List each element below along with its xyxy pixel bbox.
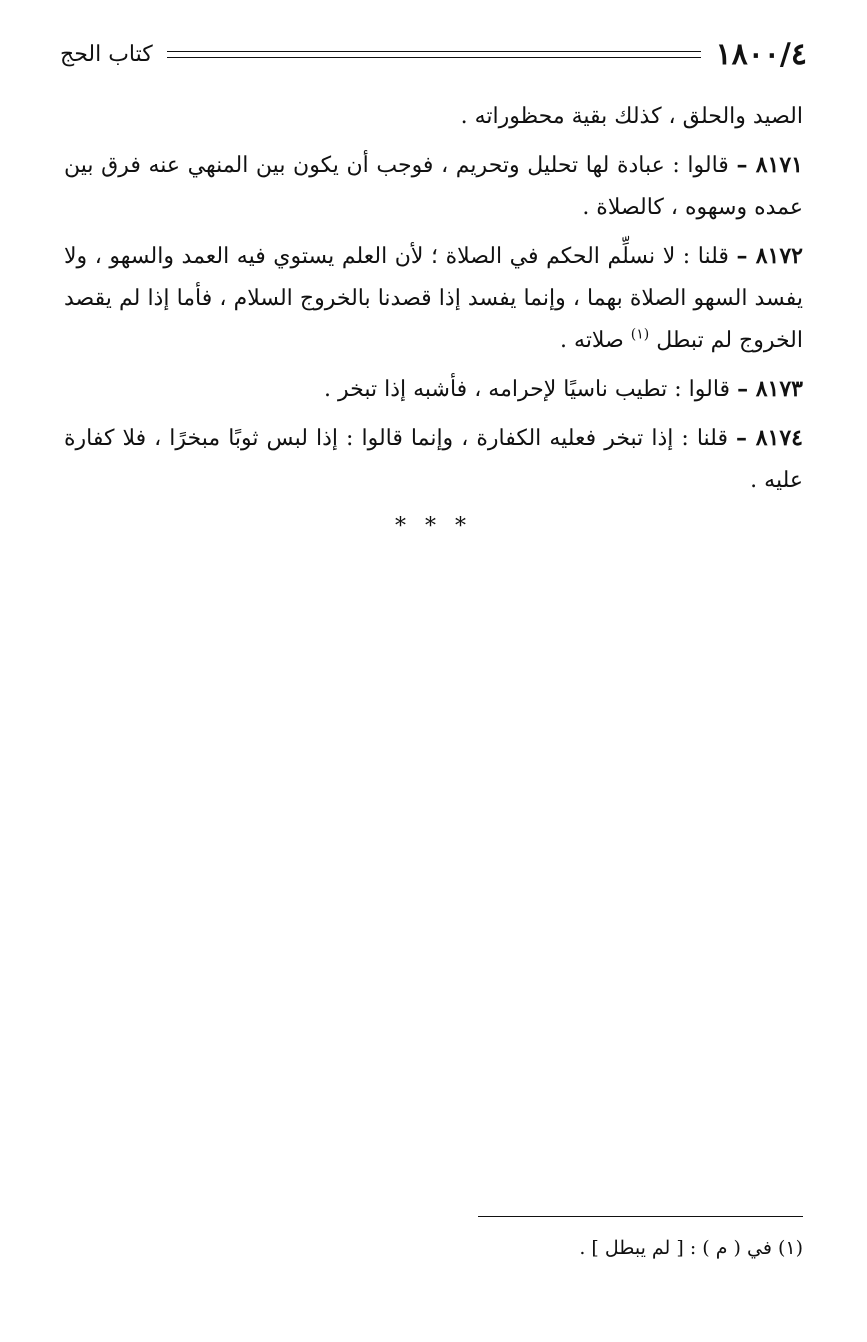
header-rule <box>167 51 702 58</box>
paragraph-8172 <box>64 235 803 362</box>
paragraph-text-end: صلاته . <box>560 328 624 353</box>
main-text <box>64 96 803 508</box>
paragraph-text: قلنا : لا نسلِّم الحكم في الصلاة ؛ لأن العلم يستوي فيه العمد والسهو ، ولا يفسد السهو الصلاة بهما ، وإنما يفسد إذا قصدنا بالخروج السلام ، فأما إذا لم يقصد الخروج لم تبطل <box>64 244 803 353</box>
footnote: (١) في ( م ) : [ لم يبطل ] . <box>579 1237 803 1259</box>
paragraph-text: قلنا : إذا تبخر فعليه الكفارة ، وإنما قالوا : إذا لبس ثوبًا مبخرًا ، فلا كفارة عليه . <box>64 426 803 493</box>
paragraph-number: ٨١٧٢ – <box>736 243 803 269</box>
paragraph-number: ٨١٧٣ – <box>737 376 803 402</box>
page-number: ١٨٠٠/٤ <box>715 36 807 72</box>
footnote-divider <box>478 1216 803 1217</box>
section-separator: * * * <box>395 514 472 539</box>
paragraph-text: الصيد والحلق ، كذلك بقية محظوراته . <box>460 104 803 129</box>
page-header <box>60 34 807 74</box>
paragraph-8174 <box>64 417 803 502</box>
paragraph-text: قالوا : تطيب ناسيًا لإحرامه ، فأشبه إذا تبخر . <box>324 377 731 402</box>
paragraph-8173 <box>64 368 803 411</box>
paragraph-8171 <box>64 144 803 229</box>
paragraph-continuation <box>64 96 803 138</box>
paragraph-number: ٨١٧١ – <box>736 152 803 178</box>
book-title: كتاب الحج <box>60 41 153 67</box>
footnote-reference: (١) <box>630 326 650 343</box>
paragraph-number: ٨١٧٤ – <box>736 425 803 451</box>
paragraph-text: قالوا : عبادة لها تحليل وتحريم ، فوجب أن يكون بين المنهي عنه فرق بين عمده وسهوه ، كالصلاة . <box>64 153 803 220</box>
